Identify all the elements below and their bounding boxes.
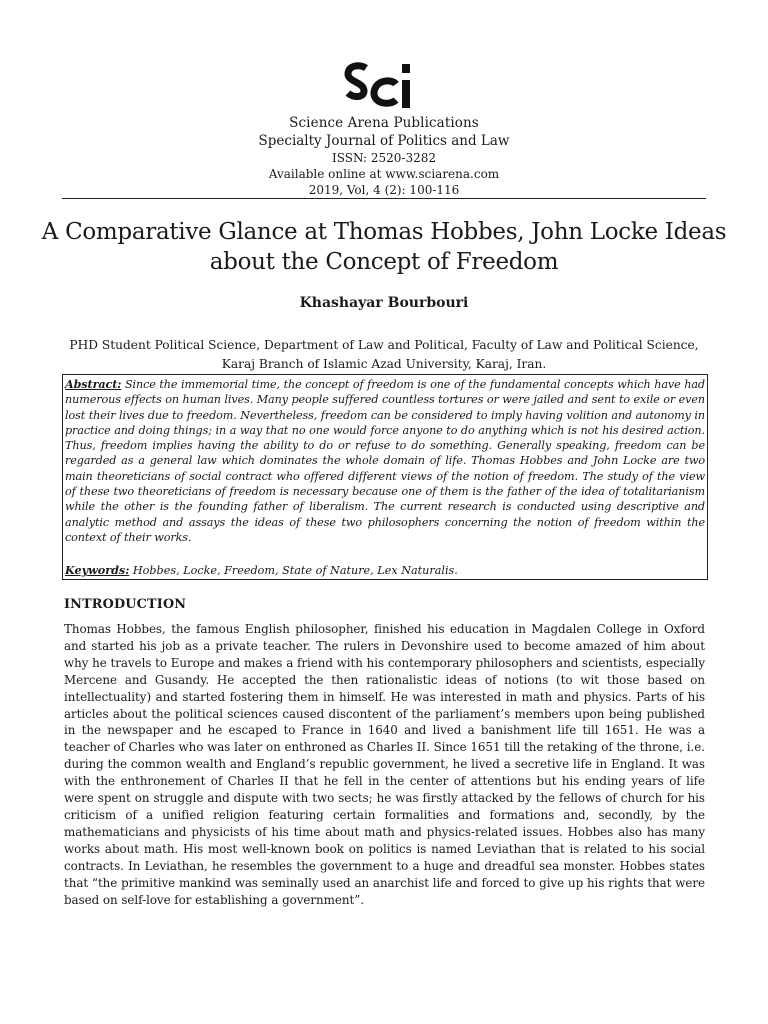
keywords-text: Hobbes, Locke, Freedom, State of Nature, Lex Naturalis. <box>129 564 458 577</box>
keywords <box>65 563 705 577</box>
issn: ISSN: 2520-3282 <box>331 151 437 165</box>
journal-name: Specialty Journal of Politics and Law <box>258 133 510 149</box>
keywords-label: Keywords: <box>65 563 130 577</box>
abstract <box>65 377 705 545</box>
sci-logo <box>344 60 424 112</box>
volume-info: 2019, Vol, 4 (2): 100-116 <box>308 183 460 197</box>
abstract-label: Abstract: <box>65 377 122 391</box>
author-affiliation: PHD Student Political Science, Department of Law and Political, Faculty of Law and Political Science, Karaj Branch of Islamic Azad University, Karaj, Iran. <box>69 338 699 371</box>
publisher-name: Science Arena Publications <box>289 115 479 131</box>
header-divider <box>62 198 706 199</box>
section-heading-introduction: INTRODUCTION <box>64 597 187 612</box>
author-name: Khashayar Bourbouri <box>299 295 469 311</box>
paper-title: A Comparative Glance at Thomas Hobbes, John Locke Ideas about the Concept of Freedom <box>41 219 727 275</box>
available-online: Available online at www.sciarena.com <box>268 167 500 181</box>
abstract-text: Since the immemorial time, the concept of freedom is one of the fundamental concepts which have had numerous effects on human lives. Many people suffered countless tortures or were jailed and sent to exile or even lost their lives due to freedom. Nevertheless, freedom can be considered to imply having volition and autonomy in practice and doing things; in a way that no one would force anyone to do anything which is not his desired action. Thus, freedom implies having the ability to do or refuse to do something. Generally speaking, freedom can be regarded as a general law which dominates the whole domain of life. Thomas Hobbes and John Locke are two main theoreticians of social contract who offered different views of the notion of freedom. The study of the view of these two theoreticians of freedom is necessary because one of them is the father of the idea of totalitarianism while the other is the founding father of liberalism. The current research is conducted using descriptive and analytic method and assays the ideas of these two philosophers concerning the notion of freedom within the context of their works. <box>65 378 705 544</box>
introduction-paragraph: Thomas Hobbes, the famous English philosopher, finished his education in Magdalen College in Oxford and started his job as a private teacher. The rulers in Devonshire used to become amazed of him about why he travels to Europe and makes a friend with his contemporary philosophers and scientists, especially Mercene and Gusandy. He accepted the then rationalistic ideas of notions (to wit those based on intellectuality) and started fostering them in himself. He was interested in math and physics. Parts of his articles about the political sciences caused discontent of the parliament’s members upon being published in the newspaper and he escaped to France in 1640 and lived a banishment life till 1651. He was a teacher of Charles who was later on enthroned as Charles II. Since 1651 till the retaking of the throne, i.e. during the common wealth and England’s republic government, he lived a secretive life in England. It was with the enthronement of Charles II that he fell in the center of attentions but his ending years of life were spent on struggle and dispute with two sects; he was firstly attacked by the fellows of church for his criticism of a unified religion featuring certain formalities and formations and, secondly, by the mathematicians and physicists of his time about math and physics-related issues. Hobbes also has many works about math. His most well-known book on politics is named Leviathan that is related to his social contracts. In Leviathan, he resembles the government to a huge and dreadful sea monster. Hobbes states that “the primitive mankind was seminally used an anarchist life and forced to give up his rights that were based on self-love for establishing a government”. <box>64 622 705 907</box>
abstract-box <box>62 374 708 580</box>
